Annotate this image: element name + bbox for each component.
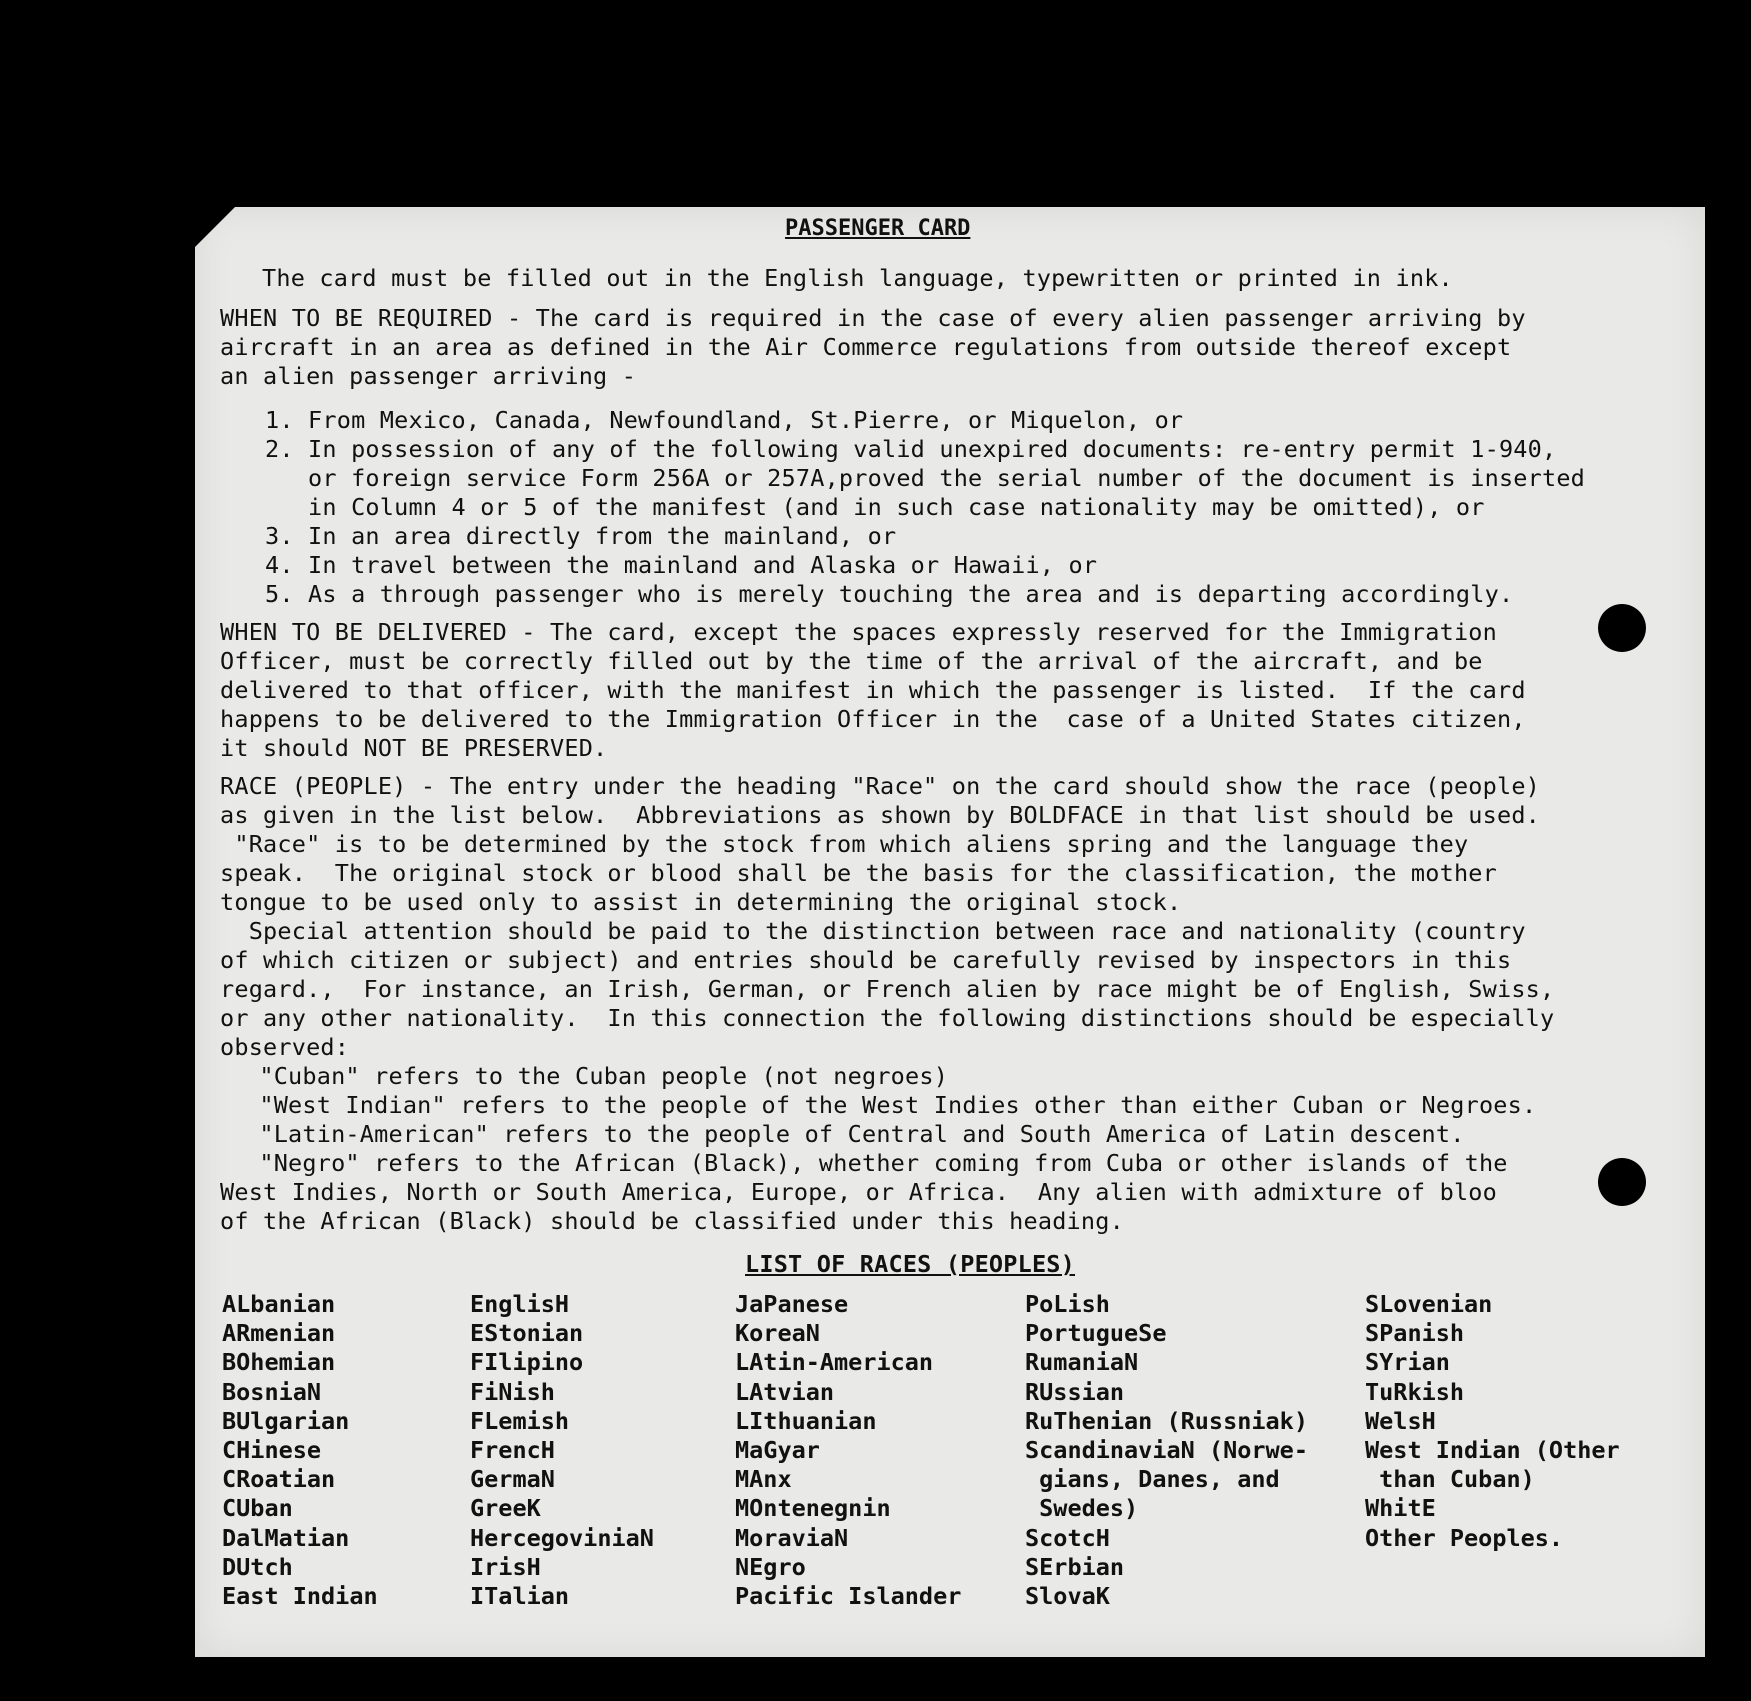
race-line: or any other nationality. In this connection the following distinctions should be especially [220,1004,1555,1032]
punch-hole [1598,1158,1646,1206]
required-line: an alien passenger arriving - [220,362,637,390]
race-item: than Cuban) [1365,1465,1535,1494]
required-line: WHEN TO BE REQUIRED - The card is required in the case of every alien passenger arriving by [220,304,1526,332]
race-item: MAnx [735,1465,792,1494]
required-item: 4. In travel between the mainland and Alaska or Hawaii, or [265,551,1098,579]
race-line: as given in the list below. Abbreviations as shown by BOLDFACE in that list should be used. [220,801,1541,829]
required-item: in Column 4 or 5 of the manifest (and in such case nationality may be omitted), or [265,493,1485,521]
races-column-2 [470,1290,654,1611]
race-item: ScandinaviaN (Norwe- [1025,1436,1308,1465]
race-line: "Negro" refers to the African (Black), whether coming from Cuba or other islands of the [245,1149,1508,1177]
required-line: aircraft in an area as defined in the Air Commerce regulations from outside thereof except [220,333,1512,361]
list-title: LIST OF RACES (PEOPLES) [745,1250,1076,1278]
race-item: KoreaN [735,1319,820,1348]
required-item: 3. In an area directly from the mainland, or [265,522,897,550]
races-column-1 [222,1290,378,1611]
punch-hole [1598,604,1646,652]
race-item: Other Peoples. [1365,1523,1564,1552]
race-item: GreeK [470,1494,541,1523]
race-item: WhitE [1365,1494,1436,1523]
race-item: HercegoviniaN [470,1523,654,1552]
race-item: RuThenian (Russniak) [1025,1406,1308,1435]
race-item: SErbian [1025,1552,1125,1581]
delivered-line: WHEN TO BE DELIVERED - The card, except the spaces expressly reserved for the Immigration [220,618,1497,646]
intro-text: The card must be filled out in the English language, typewritten or printed in ink. [262,264,1453,292]
race-item: JaPanese [735,1290,849,1318]
race-item: CUban [222,1494,293,1523]
race-item: ARmenian [222,1319,336,1348]
race-item: CRoatian [222,1465,336,1494]
race-item: MaGyar [735,1436,820,1465]
race-line: regard., For instance, an Irish, German, or French alien by race might be of English, Swiss, [220,975,1555,1003]
race-item: PortugueSe [1025,1319,1167,1348]
required-item: or foreign service Form 256A or 257A,proved the serial number of the document is inserted [265,464,1586,492]
race-item: LAtin-American [735,1348,934,1377]
races-column-5 [1365,1290,1620,1553]
race-item: RumaniaN [1025,1348,1139,1377]
required-item: 5. As a through passenger who is merely touching the area and is departing accordingly. [265,580,1514,608]
race-item: SYrian [1365,1348,1450,1377]
delivered-line: happens to be delivered to the Immigration Officer in the case of a United States citizen, [220,705,1526,733]
race-line: "Race" is to be determined by the stock from which aliens spring and the language they [220,830,1469,858]
races-column-3 [735,1290,961,1611]
race-line: "Latin-American" refers to the people of Central and South America of Latin descent. [245,1120,1465,1148]
race-item: West Indian (Other [1365,1436,1620,1465]
race-line: speak. The original stock or blood shall be the basis for the classification, the mother [220,859,1497,887]
race-item: FIlipino [470,1348,584,1377]
race-line: of the African (Black) should be classified under this heading. [220,1207,1124,1235]
delivered-line: Officer, must be correctly filled out by the time of the arrival of the aircraft, and be [220,647,1483,675]
race-item: DUtch [222,1552,293,1581]
race-item: RUssian [1025,1377,1125,1406]
race-item: LIthuanian [735,1406,877,1435]
race-item: FiNish [470,1377,555,1406]
delivered-line: it should NOT BE PRESERVED. [220,734,608,762]
race-line: "West Indian" refers to the people of the West Indies other than either Cuban or Negroes. [245,1091,1537,1119]
races-column-4 [1025,1290,1308,1611]
race-item: CHinese [222,1436,322,1465]
document-title: PASSENGER CARD [785,216,971,241]
race-item: ITalian [470,1582,570,1611]
race-item: MOntenegnin [735,1494,891,1523]
race-line: tongue to be used only to assist in determining the original stock. [220,888,1182,916]
race-item: EnglisH [470,1290,570,1318]
race-item: FrencH [470,1436,555,1465]
race-item: SlovaK [1025,1582,1110,1611]
race-line: "Cuban" refers to the Cuban people (not negroes) [245,1062,949,1090]
race-item: MoraviaN [735,1523,849,1552]
race-line: of which citizen or subject) and entries should be carefully revised by inspectors in this [220,946,1512,974]
required-item: 2. In possession of any of the following valid unexpired documents: re-entry permit 1-940, [265,435,1557,463]
delivered-line: delivered to that officer, with the manifest in which the passenger is listed. If the card [220,676,1526,704]
race-item: PoLish [1025,1290,1110,1318]
race-item: GermaN [470,1465,555,1494]
race-item: ALbanian [222,1290,336,1318]
race-item: FLemish [470,1406,570,1435]
race-item: LAtvian [735,1377,835,1406]
race-line: West Indies, North or South America, Europe, or Africa. Any alien with admixture of bloo [220,1178,1497,1206]
race-item: WelsH [1365,1406,1436,1435]
race-item: East Indian [222,1582,378,1611]
race-item: TuRkish [1365,1377,1465,1406]
race-item: gians, Danes, and [1025,1465,1280,1494]
race-item: BUlgarian [222,1406,350,1435]
race-line: Special attention should be paid to the distinction between race and nationality (country [220,917,1526,945]
race-item: SPanish [1365,1319,1465,1348]
race-item: BosniaN [222,1377,322,1406]
race-item: Pacific Islander [735,1582,962,1611]
race-item: BOhemian [222,1348,336,1377]
race-line: observed: [220,1033,350,1061]
race-item: NEgro [735,1552,806,1581]
race-item: DalMatian [222,1523,350,1552]
race-line: RACE (PEOPLE) - The entry under the heading "Race" on the card should show the race (people) [220,772,1541,800]
race-item: EStonian [470,1319,584,1348]
race-item: SLovenian [1365,1290,1493,1318]
race-item: ScotcH [1025,1523,1110,1552]
required-item: 1. From Mexico, Canada, Newfoundland, St.Pierre, or Miquelon, or [265,406,1184,434]
race-item: IrisH [470,1552,541,1581]
race-item: Swedes) [1025,1494,1139,1523]
